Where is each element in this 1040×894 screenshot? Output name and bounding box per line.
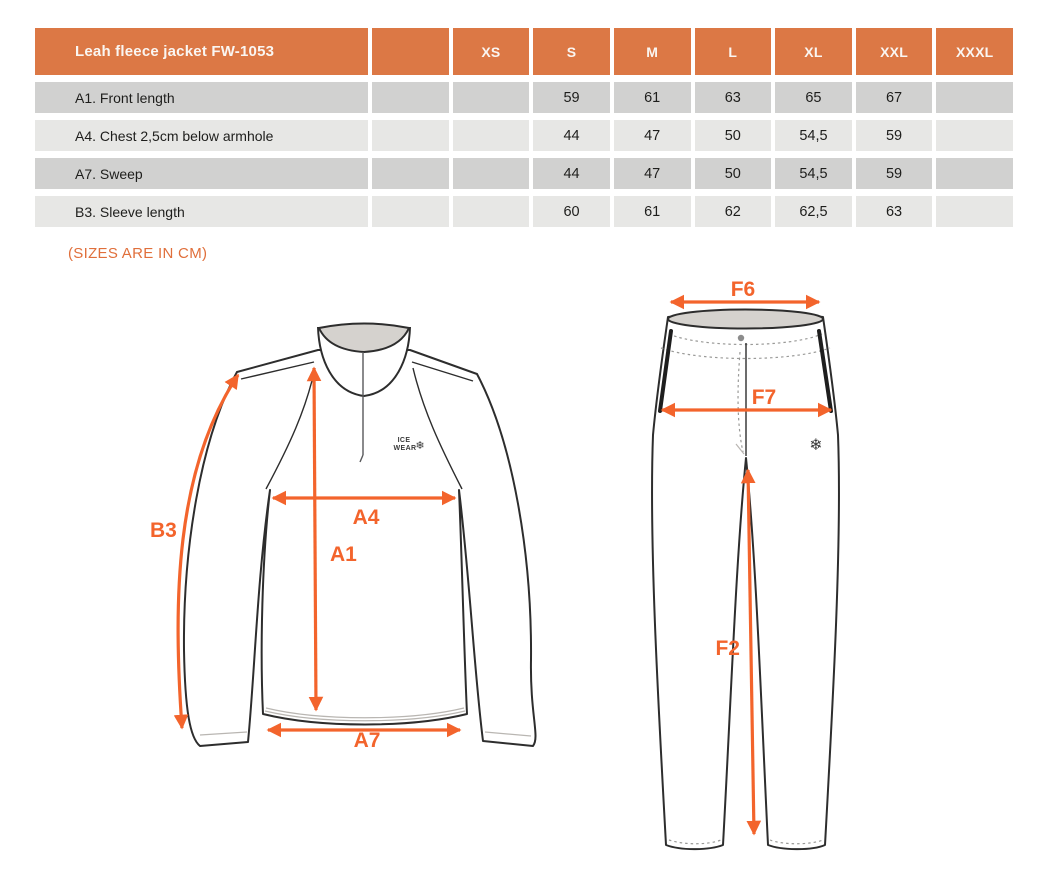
table-cell (372, 120, 449, 151)
col-header-l: L (695, 28, 772, 75)
a1-arrow (314, 368, 316, 710)
table-cell: 61 (614, 196, 691, 227)
table-cell: 67 (856, 82, 933, 113)
snowflake-icon: ❄ (415, 439, 425, 452)
a4-label: A4 (352, 506, 380, 529)
row-label-chest: A4. Chest 2,5cm below armhole (35, 120, 368, 151)
f2-label: F2 (715, 637, 740, 660)
table-cell: 60 (533, 196, 610, 227)
table-cell: 61 (614, 82, 691, 113)
table-cell: 63 (856, 196, 933, 227)
jacket-outline (184, 350, 536, 746)
sizes-unit-note: (SIZES ARE IN CM) (68, 245, 208, 262)
table-cell: 44 (533, 120, 610, 151)
brand-logo-line2: WEAR (393, 445, 417, 452)
table-cell: 44 (533, 158, 610, 189)
b3-label: B3 (150, 519, 177, 542)
table-cell: 47 (614, 120, 691, 151)
row-label-sleeve-length: B3. Sleeve length (35, 196, 368, 227)
table-cell (453, 196, 530, 227)
a7-label: A7 (353, 729, 381, 752)
table-cell (372, 196, 449, 227)
f7-label: F7 (751, 386, 777, 409)
waist-button (738, 335, 744, 341)
table-cell: 50 (695, 158, 772, 189)
table-cell: 54,5 (775, 158, 852, 189)
table-cell (453, 120, 530, 151)
col-header-xl: XL (775, 28, 852, 75)
col-header-m: M (614, 28, 691, 75)
table-cell: 54,5 (775, 120, 852, 151)
size-table (35, 28, 1013, 227)
brand-logo-line1: ICE (397, 437, 411, 444)
snowflake-icon: ❄ (809, 435, 823, 454)
table-cell (936, 120, 1013, 151)
table-cell: 63 (695, 82, 772, 113)
table-cell: 47 (614, 158, 691, 189)
table-cell: 59 (533, 82, 610, 113)
col-header-xxl: XXL (856, 28, 933, 75)
col-header-spacer (372, 28, 449, 75)
table-cell: 62,5 (775, 196, 852, 227)
col-header-s: S (533, 28, 610, 75)
table-cell (936, 158, 1013, 189)
table-cell: 59 (856, 120, 933, 151)
table-cell (372, 82, 449, 113)
row-label-front-length: A1. Front length (35, 82, 368, 113)
table-cell (936, 196, 1013, 227)
jacket-measurement-diagram (140, 300, 570, 760)
a1-label: A1 (330, 543, 357, 566)
table-title: Leah fleece jacket FW-1053 (35, 28, 368, 75)
table-cell: 65 (775, 82, 852, 113)
row-label-sweep: A7. Sweep (35, 158, 368, 189)
f6-label: F6 (730, 278, 756, 301)
table-cell (372, 158, 449, 189)
col-header-xs: XS (453, 28, 530, 75)
table-cell: 62 (695, 196, 772, 227)
table-cell (936, 82, 1013, 113)
pants-measurement-diagram (630, 278, 900, 878)
table-cell (453, 158, 530, 189)
col-header-xxxl: XXXL (936, 28, 1013, 75)
waistband-top (668, 310, 823, 329)
table-cell: 59 (856, 158, 933, 189)
table-cell (453, 82, 530, 113)
table-cell: 50 (695, 120, 772, 151)
